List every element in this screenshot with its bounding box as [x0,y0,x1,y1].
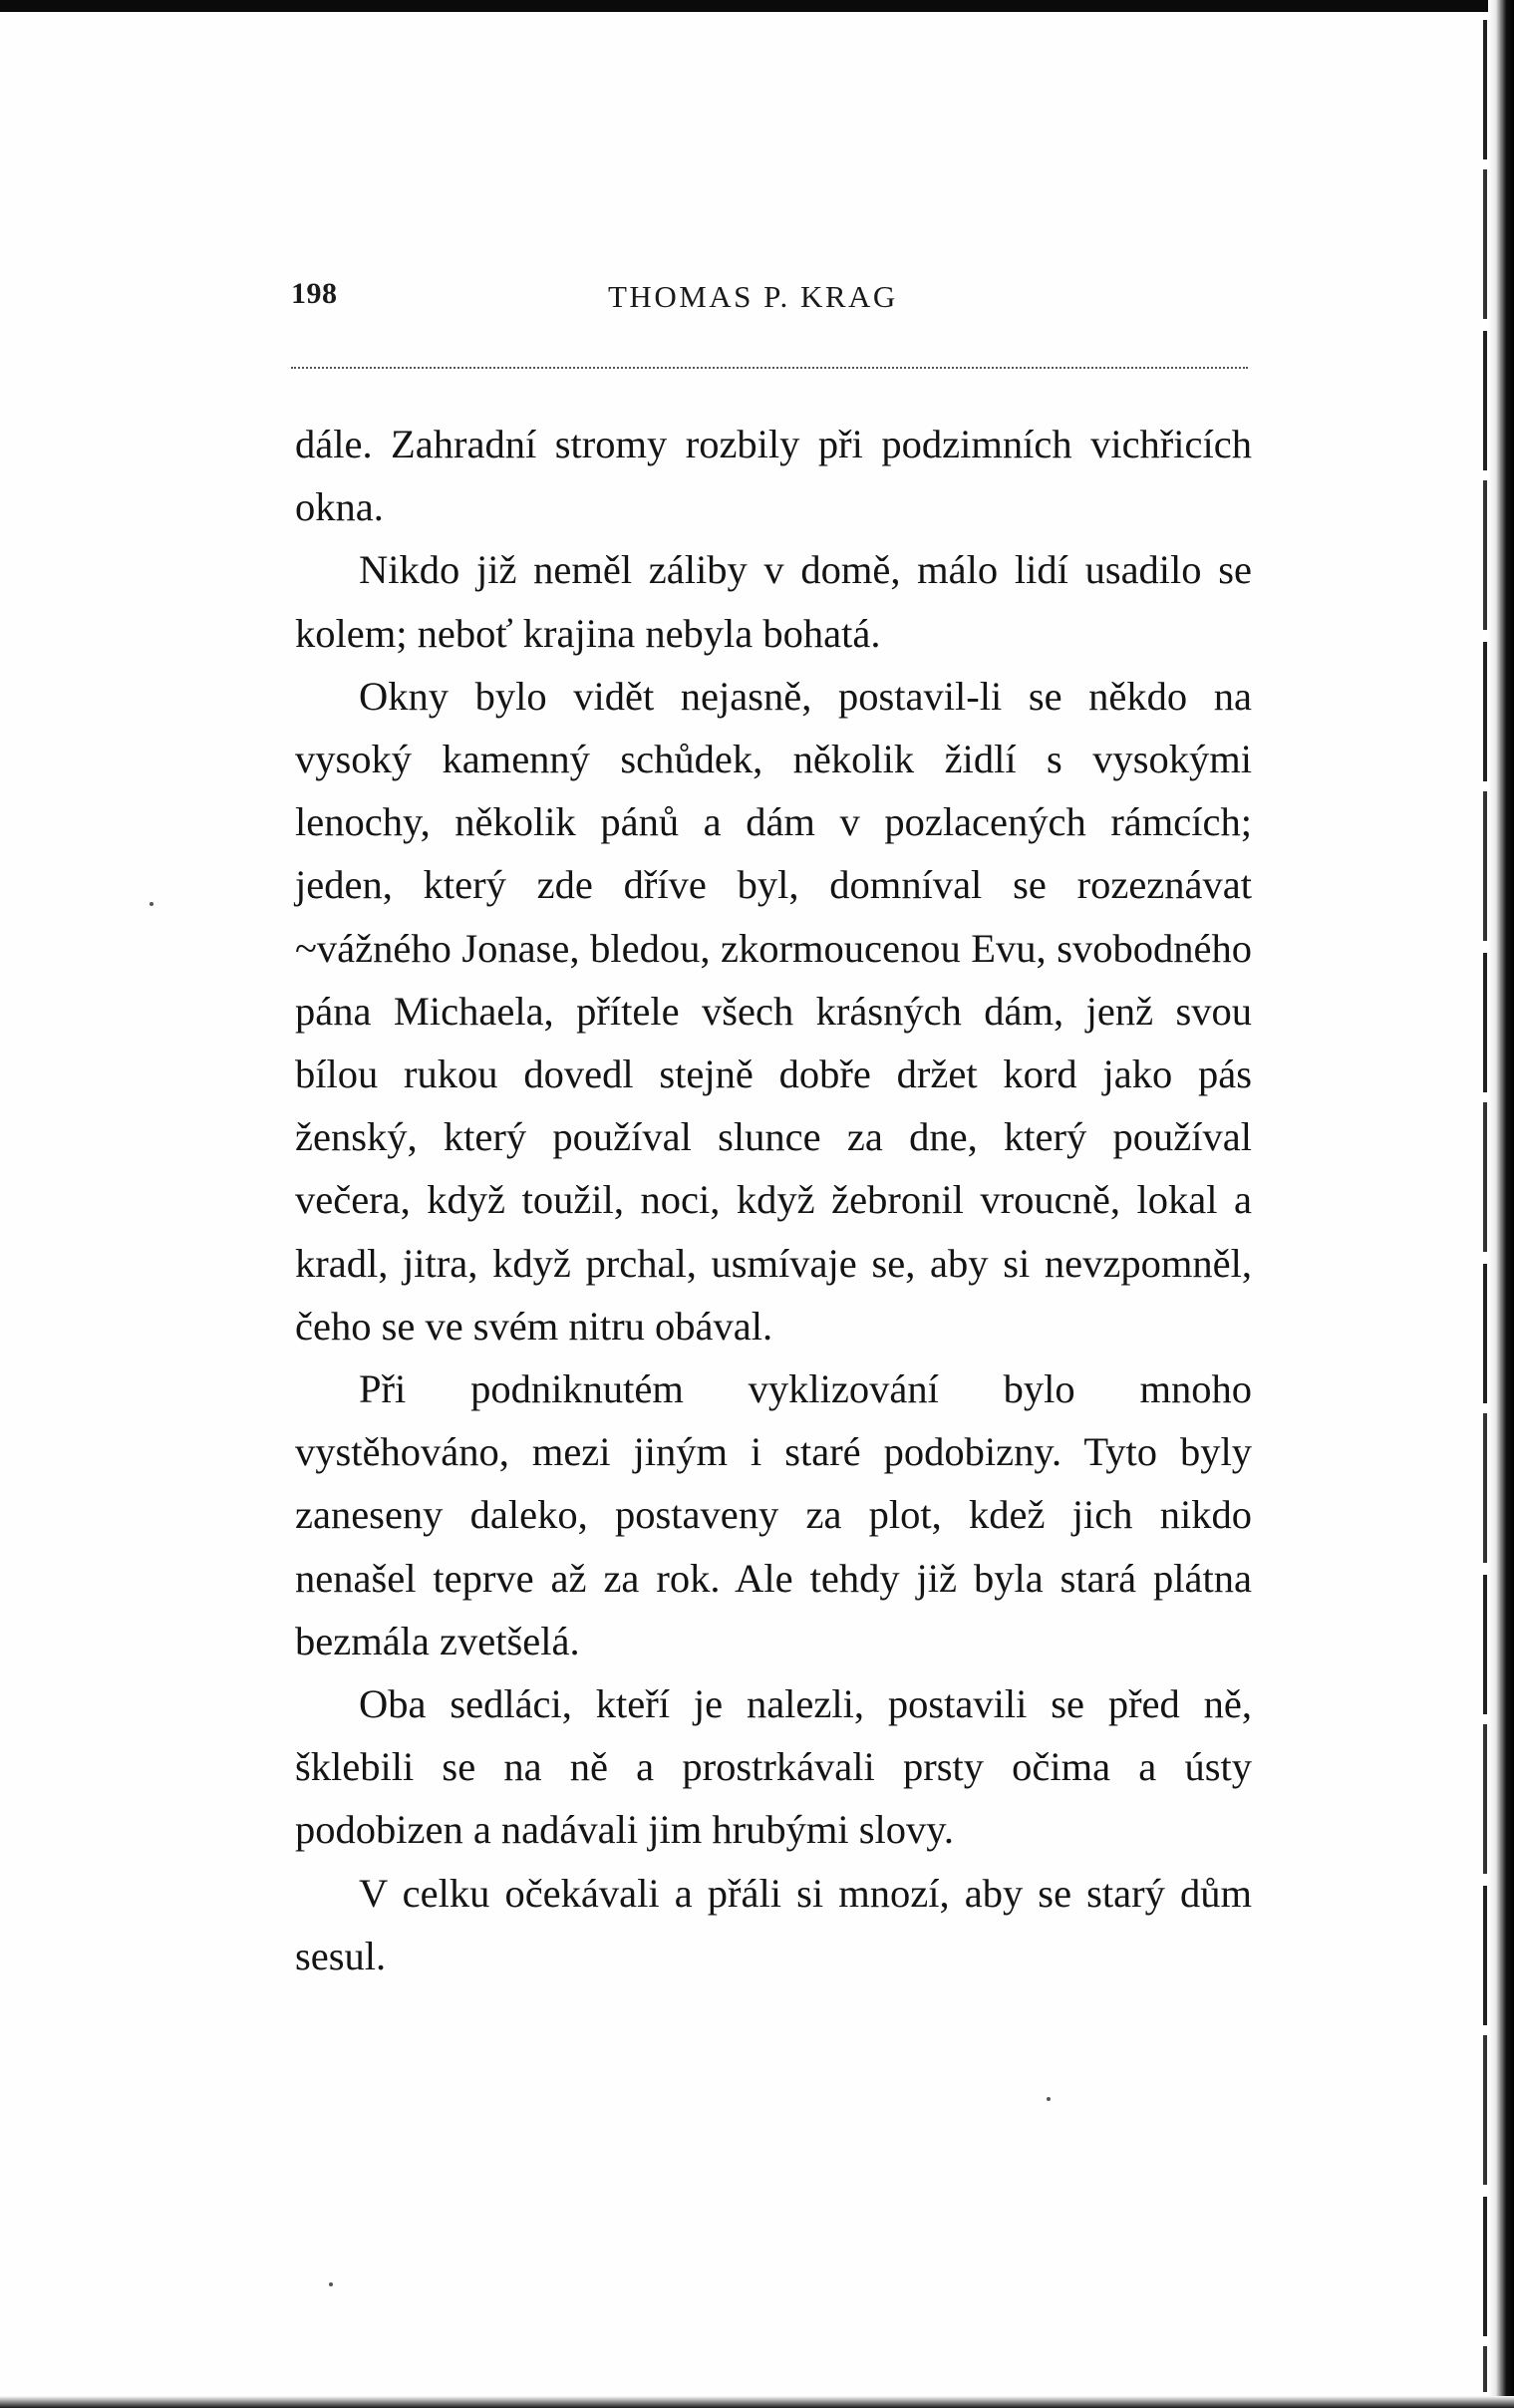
scan-speck [1047,2097,1051,2101]
scan-border-bottom [0,2396,1514,2408]
paragraph-4: Při podniknutém vyklizování bylo mnoho vystěhováno, mezi jiným i staré podobizny. Tyto byly zaneseny daleko, postaveny za plot, kdež jich nikdo nenašel teprve až za rok. Ale tehdy již byla stará plátna bezmála zvetšelá. [295,1366,1252,1663]
scan-border-right [1488,0,1514,2408]
scan-speck [329,2282,333,2286]
page-edge-line [1483,20,1487,2392]
paragraph-5: Oba sedláci, kteří je nalezli, postavili se před ně, šklebili se na ně a prostrkávali prsty očima a ústy podobizen a nadávali jim hrubými slovy. [295,1681,1252,1853]
body-text [295,413,1252,1987]
running-title: THOMAS P. KRAG [608,279,898,314]
paragraph-6: V celku očekávali a přáli si mnozí, aby se starý dům sesul. [295,1870,1252,1978]
paragraph-1: dále. Zahradní stromy rozbily při podzimních vichřicích okna. [295,422,1252,530]
scan-border-top [0,0,1514,12]
paragraph-3: Okny bylo vidět nejasně, postavil-li se někdo na vysoký kamenný schůdek, několik židlí s vysokými lenochy, několik pánů a dám v pozlacených rámcích; jeden, který zde dříve byl, domníval se rozeznávat ~vážného Jonase, bledou, zkormoucenou Evu, svobodného pána Michaela, přítele všech krásných dám, jenž svou bílou rukou dovedl stejně dobře držet kord jako pás ženský, který používal slunce za dne, který používal večera, když toužil, noci, když žebronil vroucně, lokal a kradl, jitra, když prchal, usmívaje se, aby si nevzpomněl, čeho se ve svém nitru obával. [295,673,1252,1349]
paragraph-2: Nikdo již neměl záliby v domě, málo lidí usadilo se kolem; neboť krajina nebyla bohatá. [295,547,1252,656]
page-number: 198 [291,277,338,310]
scan-speck [150,902,153,906]
running-head [291,275,1248,325]
header-rule [291,367,1248,369]
